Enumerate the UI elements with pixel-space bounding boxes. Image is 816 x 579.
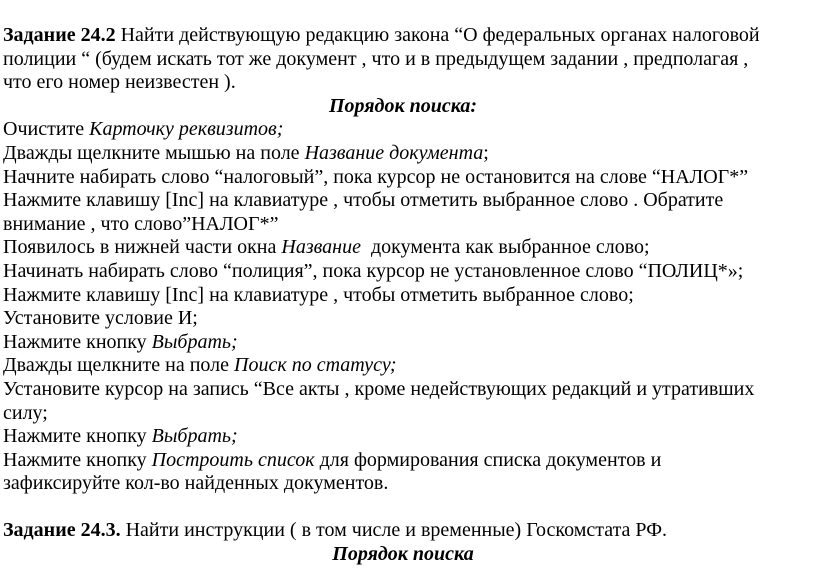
step-line: Нажмите кнопку Выбрать;	[3, 425, 238, 448]
step-line: внимание , что слово”НАЛОГ*”	[3, 212, 279, 235]
task-24-2-intro-text: Найти действующую редакцию закона “О федеральных органах налоговой	[115, 24, 760, 46]
task-24-2-steps	[3, 118, 803, 496]
task-24-2-intro-line-1	[3, 24, 803, 48]
step-line: Нажмите кнопку Выбрать;	[3, 330, 238, 353]
document-page	[3, 24, 803, 567]
task-24-3-label: Задание 24.3.	[3, 519, 121, 542]
blank-line	[3, 496, 803, 520]
task-24-2-intro-line-2: полиции “ (будем искать тот же документ , что и в предыдущем задании , предполагая ,	[3, 47, 749, 70]
step-line: Начните набирать слово “налоговый”, пока курсор не остановится на слове “НАЛОГ*”	[3, 165, 749, 188]
task-24-2-heading-text: Порядок поиска:	[328, 94, 478, 117]
step-line: Дважды щелкните мышью на поле Название документа;	[3, 141, 489, 164]
task-24-3-text: Найти инструкции ( в том числе и временные) Госкомстата РФ.	[120, 519, 668, 542]
step-line: Дважды щелкните на поле Поиск по статусу;	[3, 354, 397, 377]
step-line: Установите курсор на запись “Все акты , кроме недействующих редакций и утративших	[3, 377, 755, 400]
step-line: Появилось в нижней части окна Название документа как выбранное слово;	[3, 236, 650, 259]
task-24-3-heading	[3, 543, 803, 567]
task-24-2-intro-line-3: что его номер неизвестен ).	[3, 71, 236, 94]
step-line: зафиксируйте кол-во найденных документов.	[3, 472, 389, 495]
step-line: Очистите Карточку реквизитов;	[3, 118, 284, 141]
task-24-2-label: Задание 24.2	[3, 24, 116, 46]
task-24-2-heading	[3, 95, 803, 119]
task-24-3-heading-text: Порядок поиска	[332, 543, 474, 566]
step-line: силу;	[3, 401, 48, 424]
step-line: Нажмите клавишу [Inc] на клавиатуре , чтобы отметить выбранное слово . Обратите	[3, 189, 724, 212]
task-24-3-line	[3, 519, 803, 543]
step-line: Установите условие И;	[3, 307, 198, 330]
step-line: Начинать набирать слово “полиция”, пока курсор не установленное слово “ПОЛИЦ*»;	[3, 259, 744, 282]
step-line: Нажмите кнопку Построить список для формирования списка документов и	[3, 448, 662, 471]
step-line: Нажмите клавишу [Inc] на клавиатуре , чтобы отметить выбранное слово;	[3, 283, 634, 306]
